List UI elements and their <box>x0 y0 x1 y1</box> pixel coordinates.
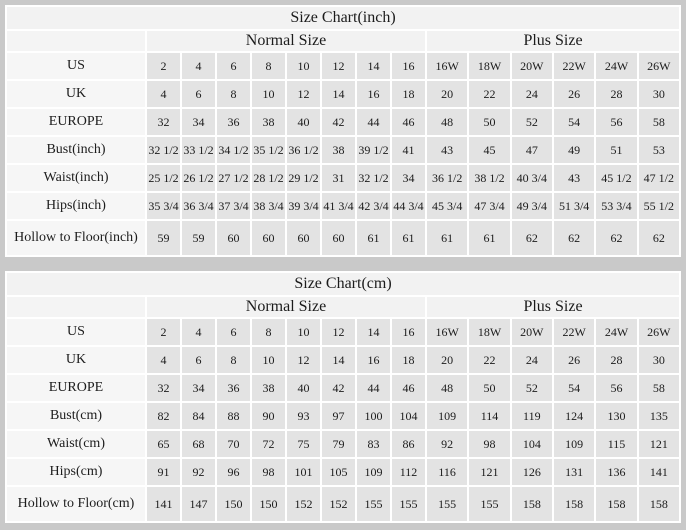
size-cell: 32 <box>146 108 181 136</box>
size-cell: 34 <box>181 108 216 136</box>
size-cell: 27 1/2 <box>216 164 251 192</box>
size-cell: 38 <box>321 136 356 164</box>
size-cell: 14 <box>356 52 391 80</box>
size-cell: 16 <box>391 52 426 80</box>
size-cell: 26W <box>638 318 680 346</box>
table-row <box>6 136 680 164</box>
size-cell: 68 <box>181 430 216 458</box>
table-row <box>6 52 680 80</box>
size-cell: 105 <box>321 458 356 486</box>
size-cell: 155 <box>468 486 510 522</box>
size-cell: 130 <box>595 402 637 430</box>
size-cell: 44 <box>356 374 391 402</box>
size-cell: 61 <box>356 220 391 256</box>
group-header-normal: Normal Size <box>146 296 426 318</box>
size-cell: 8 <box>216 346 251 374</box>
size-cell: 18 <box>391 346 426 374</box>
size-cell: 83 <box>356 430 391 458</box>
size-cell: 8 <box>251 318 286 346</box>
size-cell: 24W <box>595 318 637 346</box>
size-table <box>5 5 681 257</box>
size-cell: 109 <box>426 402 468 430</box>
size-cell: 24W <box>595 52 637 80</box>
size-cell: 45 1/2 <box>595 164 637 192</box>
row-label: Hollow to Floor(cm) <box>6 486 146 522</box>
size-cell: 30 <box>638 346 680 374</box>
size-cell: 16 <box>356 346 391 374</box>
size-cell: 46 <box>391 374 426 402</box>
size-cell: 24 <box>511 346 553 374</box>
size-cell: 6 <box>216 52 251 80</box>
size-cell: 54 <box>553 374 595 402</box>
size-cell: 2 <box>146 318 181 346</box>
size-cell: 35 1/2 <box>251 136 286 164</box>
size-cell: 141 <box>638 458 680 486</box>
size-cell: 155 <box>356 486 391 522</box>
size-cell: 62 <box>553 220 595 256</box>
size-cell: 36 1/2 <box>286 136 321 164</box>
size-cell: 88 <box>216 402 251 430</box>
size-cell: 10 <box>251 346 286 374</box>
size-cell: 59 <box>146 220 181 256</box>
size-cell: 20W <box>511 52 553 80</box>
size-cell: 75 <box>286 430 321 458</box>
size-cell: 53 <box>638 136 680 164</box>
size-cell: 38 <box>251 108 286 136</box>
size-cell: 47 1/2 <box>638 164 680 192</box>
table-row <box>6 108 680 136</box>
size-cell: 60 <box>321 220 356 256</box>
table-row <box>6 318 680 346</box>
size-cell: 44 <box>356 108 391 136</box>
size-cell: 26 1/2 <box>181 164 216 192</box>
size-cell: 22W <box>553 52 595 80</box>
size-cell: 47 3/4 <box>468 192 510 220</box>
size-cell: 135 <box>638 402 680 430</box>
size-cell: 34 1/2 <box>216 136 251 164</box>
size-cell: 25 1/2 <box>146 164 181 192</box>
size-cell: 84 <box>181 402 216 430</box>
size-table <box>5 271 681 523</box>
size-cell: 6 <box>216 318 251 346</box>
size-cell: 152 <box>321 486 356 522</box>
size-cell: 98 <box>468 430 510 458</box>
size-cell: 70 <box>216 430 251 458</box>
size-cell: 46 <box>391 108 426 136</box>
size-cell: 53 3/4 <box>595 192 637 220</box>
row-label: UK <box>6 80 146 108</box>
size-cell: 114 <box>468 402 510 430</box>
size-cell: 91 <box>146 458 181 486</box>
size-cell: 109 <box>553 430 595 458</box>
size-cell: 51 <box>595 136 637 164</box>
size-cell: 52 <box>511 108 553 136</box>
size-cell: 47 <box>511 136 553 164</box>
size-cell: 8 <box>216 80 251 108</box>
size-cell: 45 <box>468 136 510 164</box>
size-cell: 48 <box>426 108 468 136</box>
size-cell: 29 1/2 <box>286 164 321 192</box>
size-cell: 61 <box>426 220 468 256</box>
size-cell: 16W <box>426 318 468 346</box>
size-cell: 40 <box>286 374 321 402</box>
size-cell: 58 <box>638 374 680 402</box>
size-cell: 51 3/4 <box>553 192 595 220</box>
size-cell: 43 <box>553 164 595 192</box>
row-label: US <box>6 52 146 80</box>
row-label: Hips(cm) <box>6 458 146 486</box>
panel-gap <box>5 257 681 271</box>
size-cell: 121 <box>638 430 680 458</box>
size-cell: 42 <box>321 374 356 402</box>
size-cell: 12 <box>321 318 356 346</box>
size-cell: 97 <box>321 402 356 430</box>
size-cell: 52 <box>511 374 553 402</box>
size-cell: 59 <box>181 220 216 256</box>
size-cell: 158 <box>595 486 637 522</box>
size-cell: 34 <box>181 374 216 402</box>
table-row <box>6 458 680 486</box>
size-cell: 60 <box>286 220 321 256</box>
size-cell: 100 <box>356 402 391 430</box>
size-cell: 18W <box>468 52 510 80</box>
size-cell: 150 <box>251 486 286 522</box>
size-cell: 30 <box>638 80 680 108</box>
size-cell: 104 <box>391 402 426 430</box>
table-row <box>6 486 680 522</box>
size-cell: 39 1/2 <box>356 136 391 164</box>
size-chart-inch-panel <box>5 5 681 257</box>
table-row <box>6 346 680 374</box>
size-cell: 155 <box>426 486 468 522</box>
size-cell: 38 1/2 <box>468 164 510 192</box>
table-row <box>6 220 680 256</box>
size-cell: 16 <box>391 318 426 346</box>
size-chart-cm-panel <box>5 271 681 523</box>
chart-title: Size Chart(cm) <box>6 272 680 296</box>
row-label: US <box>6 318 146 346</box>
size-cell: 152 <box>286 486 321 522</box>
table-row <box>6 402 680 430</box>
table-row <box>6 164 680 192</box>
size-cell: 26 <box>553 346 595 374</box>
size-cell: 28 1/2 <box>251 164 286 192</box>
size-cell: 44 3/4 <box>391 192 426 220</box>
size-cell: 101 <box>286 458 321 486</box>
table-row <box>6 192 680 220</box>
size-cell: 58 <box>638 108 680 136</box>
size-cell: 4 <box>146 80 181 108</box>
size-cell: 12 <box>321 52 356 80</box>
size-cell: 62 <box>595 220 637 256</box>
size-cell: 36 <box>216 108 251 136</box>
size-cell: 35 3/4 <box>146 192 181 220</box>
size-cell: 54 <box>553 108 595 136</box>
size-cell: 32 <box>146 374 181 402</box>
corner-blank-cell <box>6 30 146 52</box>
size-cell: 158 <box>638 486 680 522</box>
size-cell: 38 3/4 <box>251 192 286 220</box>
size-cell: 42 3/4 <box>356 192 391 220</box>
size-cell: 28 <box>595 80 637 108</box>
size-cell: 37 3/4 <box>216 192 251 220</box>
size-cell: 136 <box>595 458 637 486</box>
size-cell: 90 <box>251 402 286 430</box>
size-cell: 28 <box>595 346 637 374</box>
size-cell: 38 <box>251 374 286 402</box>
size-cell: 6 <box>181 346 216 374</box>
size-cell: 20W <box>511 318 553 346</box>
size-cell: 82 <box>146 402 181 430</box>
size-cell: 119 <box>511 402 553 430</box>
row-label: UK <box>6 346 146 374</box>
size-cell: 33 1/2 <box>181 136 216 164</box>
size-cell: 6 <box>181 80 216 108</box>
size-cell: 22 <box>468 346 510 374</box>
size-cell: 22 <box>468 80 510 108</box>
size-cell: 24 <box>511 80 553 108</box>
size-cell: 147 <box>181 486 216 522</box>
size-cell: 34 <box>391 164 426 192</box>
size-cell: 155 <box>391 486 426 522</box>
size-cell: 20 <box>426 346 468 374</box>
size-cell: 112 <box>391 458 426 486</box>
size-cell: 45 3/4 <box>426 192 468 220</box>
size-cell: 36 1/2 <box>426 164 468 192</box>
size-cell: 48 <box>426 374 468 402</box>
row-label: Waist(inch) <box>6 164 146 192</box>
size-cell: 26 <box>553 80 595 108</box>
corner-blank-cell <box>6 296 146 318</box>
size-cell: 14 <box>321 346 356 374</box>
size-cell: 14 <box>356 318 391 346</box>
size-cell: 104 <box>511 430 553 458</box>
size-cell: 93 <box>286 402 321 430</box>
size-cell: 50 <box>468 108 510 136</box>
size-cell: 61 <box>391 220 426 256</box>
size-cell: 158 <box>553 486 595 522</box>
row-label: EUROPE <box>6 374 146 402</box>
size-cell: 49 3/4 <box>511 192 553 220</box>
size-cell: 150 <box>216 486 251 522</box>
size-cell: 115 <box>595 430 637 458</box>
group-header-normal: Normal Size <box>146 30 426 52</box>
size-cell: 79 <box>321 430 356 458</box>
size-cell: 65 <box>146 430 181 458</box>
size-cell: 126 <box>511 458 553 486</box>
size-cell: 39 3/4 <box>286 192 321 220</box>
size-cell: 40 3/4 <box>511 164 553 192</box>
size-cell: 109 <box>356 458 391 486</box>
size-cell: 26W <box>638 52 680 80</box>
size-cell: 20 <box>426 80 468 108</box>
size-cell: 16W <box>426 52 468 80</box>
row-label: Hips(inch) <box>6 192 146 220</box>
size-cell: 10 <box>286 318 321 346</box>
size-cell: 10 <box>251 80 286 108</box>
row-label: EUROPE <box>6 108 146 136</box>
size-cell: 42 <box>321 108 356 136</box>
size-cell: 41 <box>391 136 426 164</box>
size-cell: 56 <box>595 374 637 402</box>
size-cell: 18W <box>468 318 510 346</box>
size-cell: 62 <box>638 220 680 256</box>
size-cell: 141 <box>146 486 181 522</box>
size-cell: 41 3/4 <box>321 192 356 220</box>
size-cell: 55 1/2 <box>638 192 680 220</box>
row-label: Bust(cm) <box>6 402 146 430</box>
size-cell: 86 <box>391 430 426 458</box>
size-cell: 36 <box>216 374 251 402</box>
row-label: Bust(inch) <box>6 136 146 164</box>
size-cell: 12 <box>286 80 321 108</box>
size-cell: 32 1/2 <box>356 164 391 192</box>
group-header-plus: Plus Size <box>426 296 680 318</box>
size-cell: 72 <box>251 430 286 458</box>
table-row <box>6 80 680 108</box>
size-cell: 31 <box>321 164 356 192</box>
row-label: Waist(cm) <box>6 430 146 458</box>
size-cell: 56 <box>595 108 637 136</box>
size-cell: 18 <box>391 80 426 108</box>
size-cell: 4 <box>181 52 216 80</box>
size-cell: 49 <box>553 136 595 164</box>
table-row <box>6 430 680 458</box>
size-cell: 60 <box>216 220 251 256</box>
size-cell: 121 <box>468 458 510 486</box>
size-cell: 62 <box>511 220 553 256</box>
size-cell: 92 <box>426 430 468 458</box>
size-cell: 12 <box>286 346 321 374</box>
size-cell: 158 <box>511 486 553 522</box>
size-cell: 8 <box>251 52 286 80</box>
size-cell: 2 <box>146 52 181 80</box>
size-cell: 98 <box>251 458 286 486</box>
chart-title: Size Chart(inch) <box>6 6 680 30</box>
size-cell: 40 <box>286 108 321 136</box>
size-cell: 4 <box>146 346 181 374</box>
size-cell: 60 <box>251 220 286 256</box>
table-row <box>6 374 680 402</box>
row-label: Hollow to Floor(inch) <box>6 220 146 256</box>
size-cell: 131 <box>553 458 595 486</box>
size-cell: 22W <box>553 318 595 346</box>
size-cell: 10 <box>286 52 321 80</box>
size-cell: 43 <box>426 136 468 164</box>
size-cell: 14 <box>321 80 356 108</box>
size-cell: 116 <box>426 458 468 486</box>
size-cell: 96 <box>216 458 251 486</box>
size-cell: 4 <box>181 318 216 346</box>
size-cell: 61 <box>468 220 510 256</box>
size-cell: 32 1/2 <box>146 136 181 164</box>
size-cell: 124 <box>553 402 595 430</box>
size-cell: 92 <box>181 458 216 486</box>
size-cell: 50 <box>468 374 510 402</box>
size-cell: 16 <box>356 80 391 108</box>
group-header-plus: Plus Size <box>426 30 680 52</box>
size-cell: 36 3/4 <box>181 192 216 220</box>
